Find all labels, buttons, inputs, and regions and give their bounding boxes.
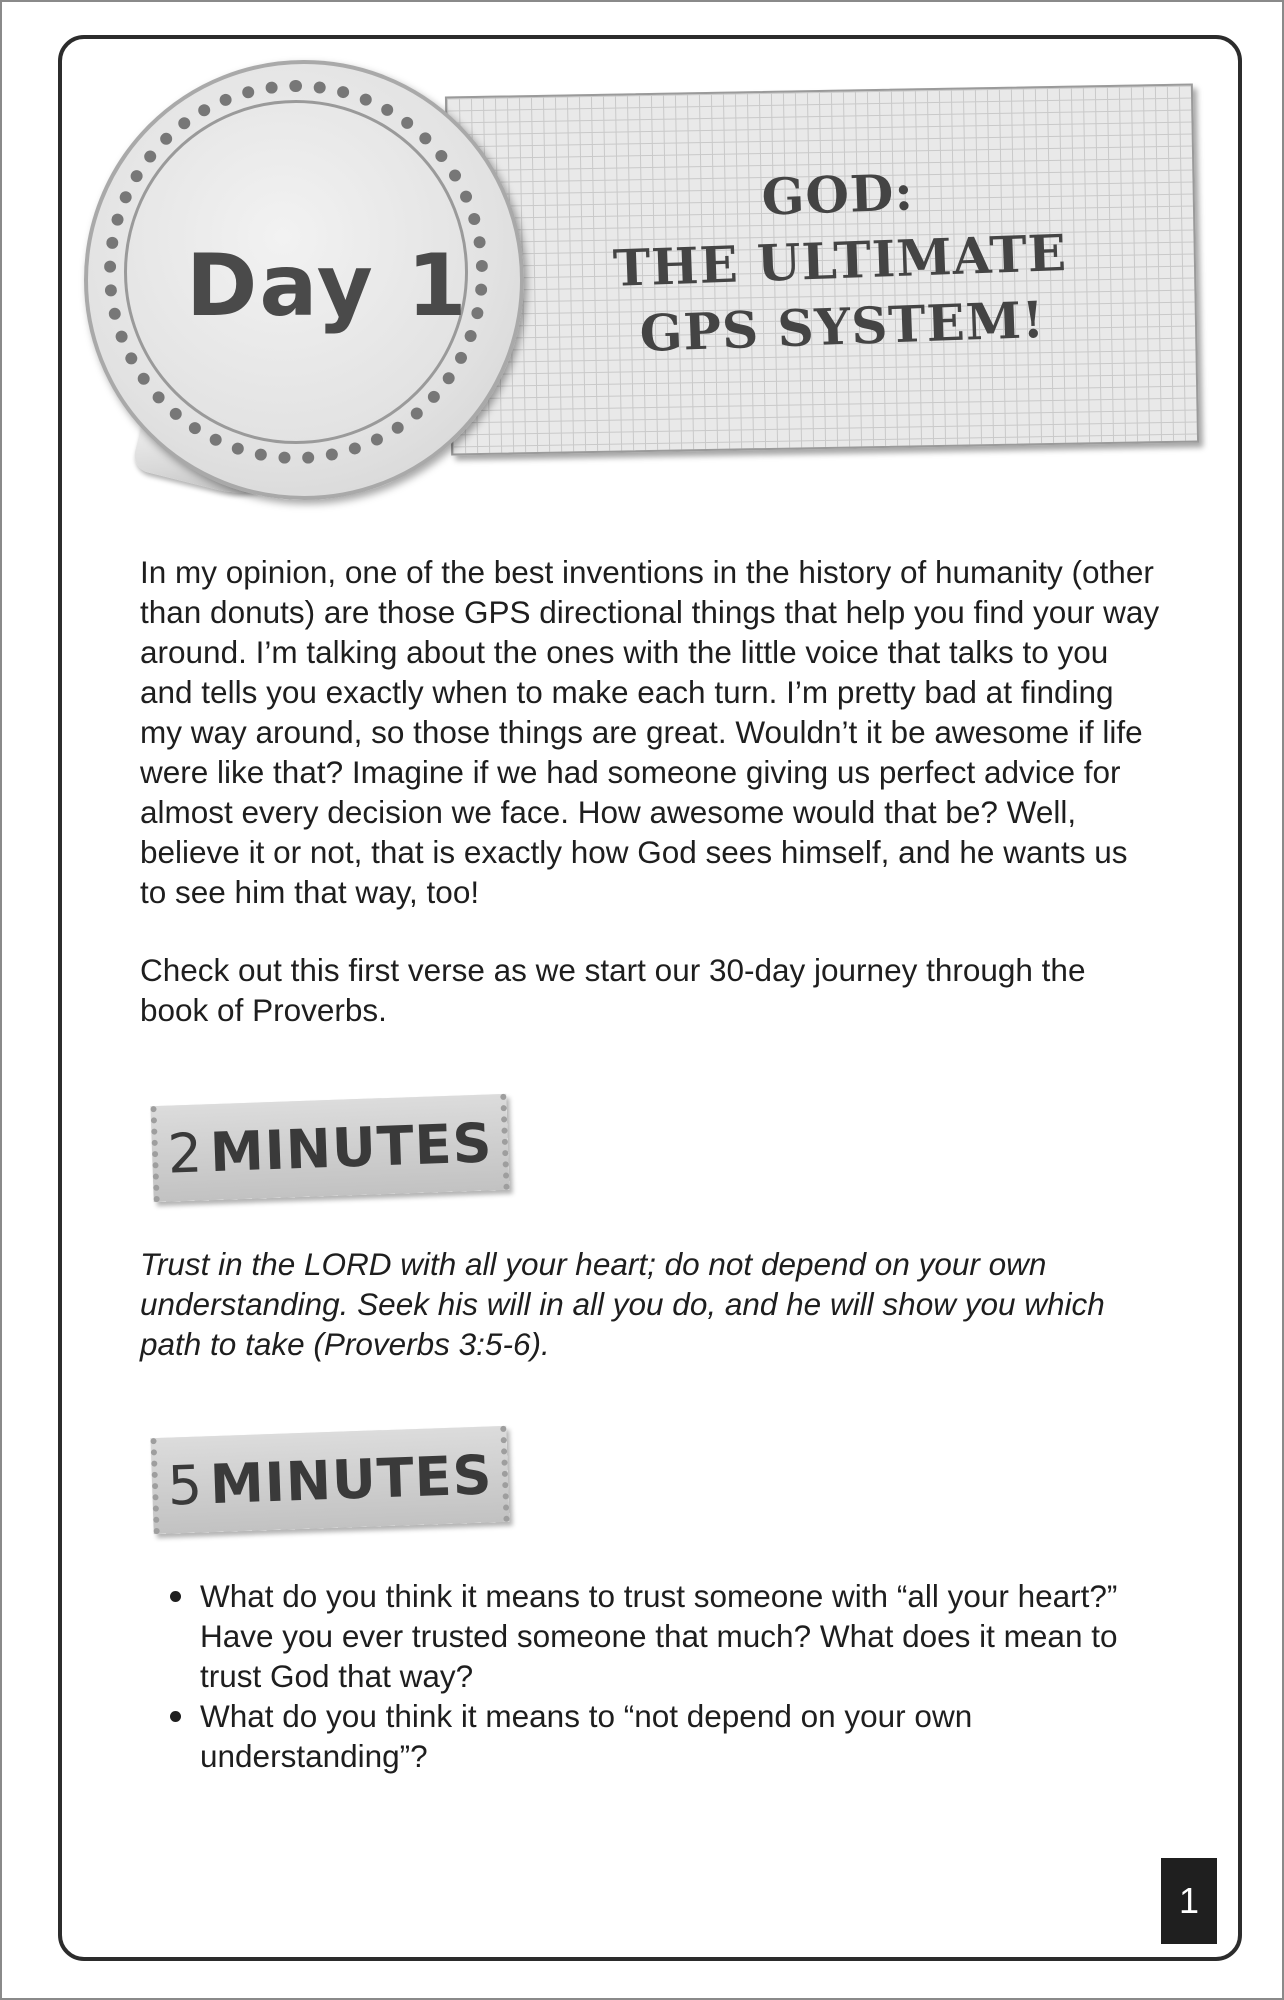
two-minutes-number: 2 [166, 1120, 204, 1186]
five-minutes-word: MINUTES [208, 1442, 494, 1516]
page-number: 1 [1161, 1858, 1217, 1944]
question-item: What do you think it means to “not depend on your own understanding”? [170, 1696, 1170, 1776]
question-list [170, 1576, 1170, 1776]
five-minutes-label [150, 1426, 509, 1534]
page-title [557, 152, 1124, 369]
title-line-1: GOD: [760, 162, 915, 227]
title-line-2: THE ULTIMATE [612, 223, 1068, 298]
day-label: Day 1 [186, 236, 469, 336]
five-minutes-number: 5 [166, 1452, 204, 1518]
two-minutes-label [150, 1094, 509, 1202]
scripture-verse: Trust in the LORD with all your heart; do not depend on your own understanding. Seek his will in all you do, and he will show you which path to take (Proverbs 3:5-6). [140, 1246, 1105, 1362]
two-minutes-word: MINUTES [208, 1110, 494, 1184]
intro-paragraph: In my opinion, one of the best inventions in the history of humanity (other than donuts) are those GPS directional things that help you find your way around. I’m talking about the ones with the little voice that talks to you and tells you exactly when to make each turn. I’m pretty bad at finding my way around, so those things are great. Wouldn’t it be awesome if life were like that? Imagine if we had someone giving us perfect advice for almost every decision we face. How awesome would that be? Well, believe it or not, that is exactly how God sees himself, and he wants us to see him that way, too! [140, 554, 1160, 910]
journey-paragraph: Check out this first verse as we start our 30-day journey through the book of Proverbs. [140, 952, 1086, 1028]
question-item: What do you think it means to trust someone with “all your heart?” Have you ever trusted someone that much? What does it mean to trust God that way? [170, 1576, 1170, 1696]
title-line-3: GPS SYSTEM! [638, 289, 1046, 364]
